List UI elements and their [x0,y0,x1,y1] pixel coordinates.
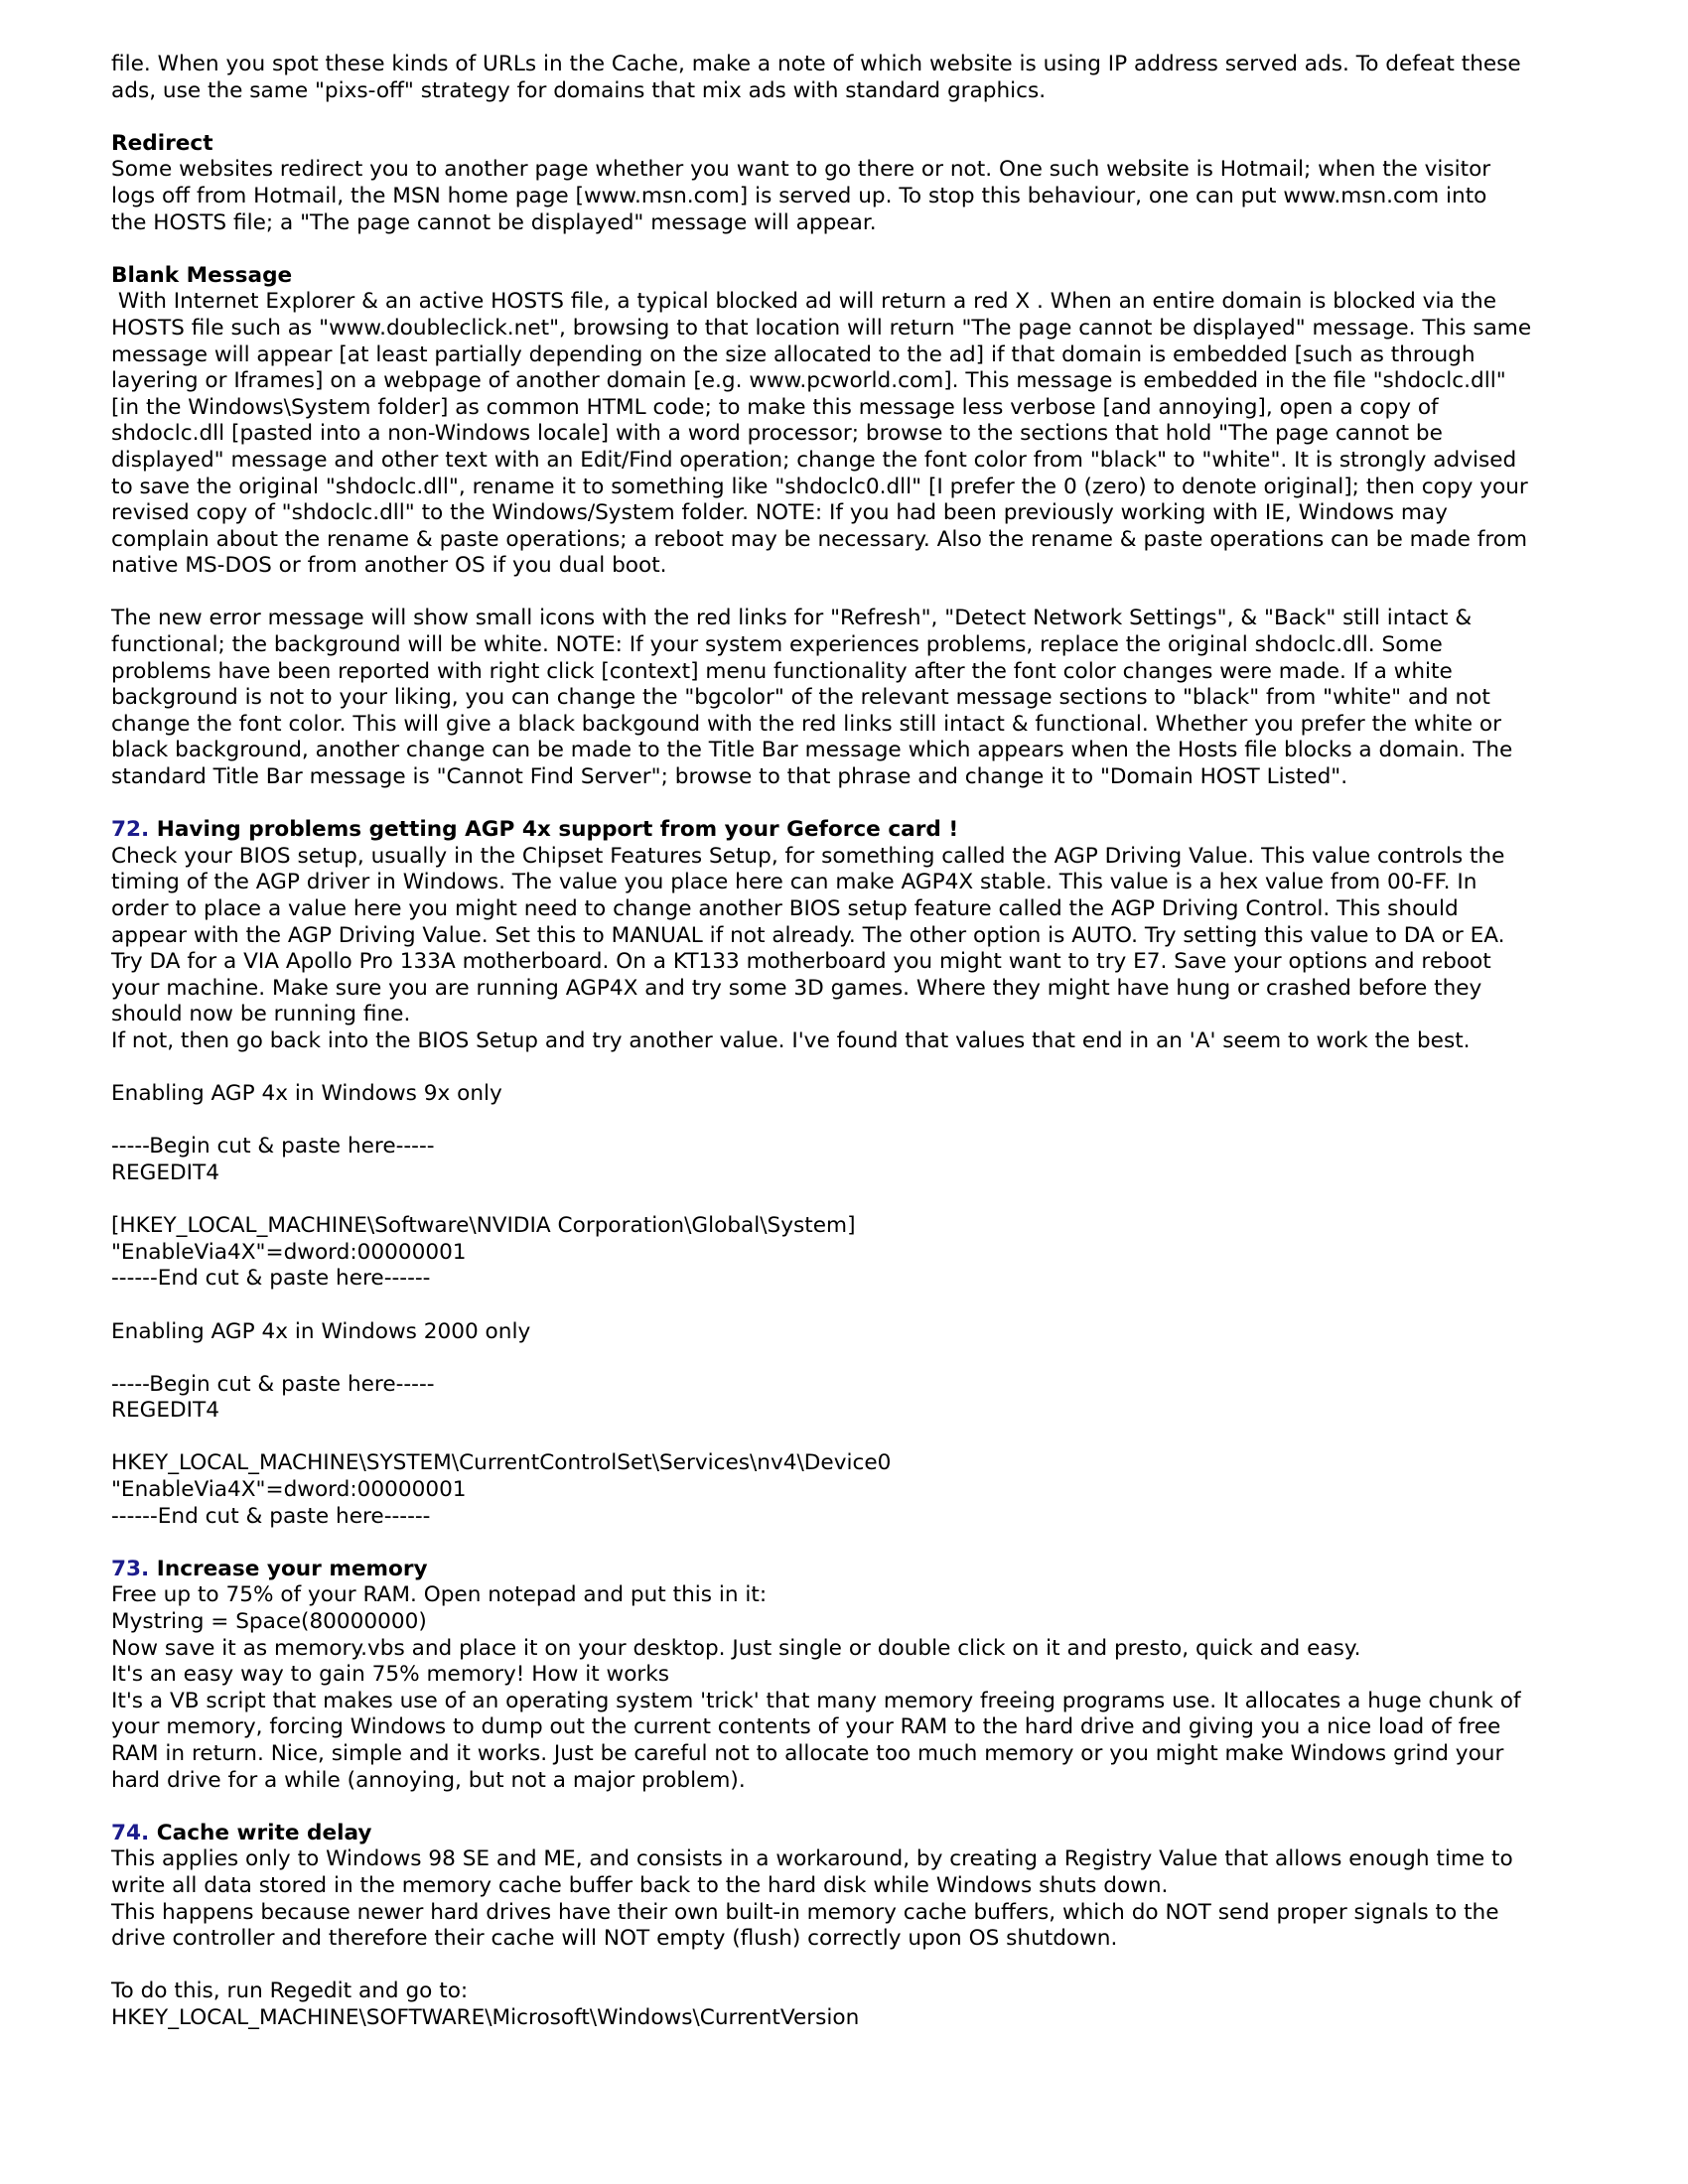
blank-message-line: black background, another change can be made to the Title Bar message which appears when the Hosts file blocks a domain. The [111,738,1513,763]
blank-message-line: displayed" message and other text with an Edit/Find operation; change the font color from "black" to "white". It is strongly advised [111,447,1517,473]
blank-message-line: background is not to your liking, you can change the "bgcolor" of the relevant message sections to "black" from "white" and not [111,685,1490,711]
redirect-line: Some websites redirect you to another page whether you want to go there or not. One such website is Hotmail; when the visitor [111,157,1491,183]
spacer [111,580,1601,607]
blank-message-line: functional; the background will be white. NOTE: If your system experiences problems, replace the original shdoclc.dll. Some [111,632,1443,658]
win9x-regedit: REGEDIT4 [111,1160,219,1185]
tip-72-heading [111,817,1601,844]
tip-number: 72. [111,817,150,843]
blank-message-line: complain about the rename & paste operations; a reboot may be necessary. Also the rename & paste operations can be made from [111,526,1527,552]
tip-73-line: Now save it as memory.vbs and place it on your desktop. Just single or double click on it and presto, quick and easy. [111,1635,1361,1661]
blank-message-line: shdoclc.dll [pasted into a non-Windows locale] with a word processor; browse to the sections that hold "The page cannot be [111,421,1443,447]
blank-message-line: The new error message will show small icons with the red links for "Refresh", "Detect Network Settings", & "Back" still intact & [111,606,1473,631]
tip-72-line: Check your BIOS setup, usually in the Chipset Features Setup, for something called the AGP Driving Value. This value controls the [111,843,1505,869]
win9x-end: ------End cut & paste here------ [111,1266,431,1292]
tip-72-line: should now be running fine. [111,1002,411,1027]
blank-message-section [111,263,1601,791]
tip-74-line: write all data stored in the memory cache buffer back to the hard disk while Windows shuts down. [111,1872,1169,1898]
tip-73-line: It's a VB script that makes use of an operating system 'trick' that many memory freeing programs use. It allocates a huge chunk of [111,1688,1521,1713]
blank-message-line: native MS-DOS or from another OS if you dual boot. [111,553,667,579]
tip-74-line: This applies only to Windows 98 SE and ME, and consists in a workaround, by creating a Registry Value that allows enough time to [111,1846,1513,1872]
blank-message-line: message will appear [at least partially depending on the size allocated to the ad] if that domain is embedded [such as through [111,341,1476,367]
blank-message-line: [in the Windows\System folder] as common HTML code; to make this message less verbose [and annoying], open a copy of [111,394,1439,420]
redirect-line: the HOSTS file; a "The page cannot be displayed" message will appear. [111,209,877,235]
win2000-end: ------End cut & paste here------ [111,1503,431,1529]
spacer [111,1293,1601,1319]
tip-73-line: RAM in return. Nice, simple and it works. Just be careful not to allocate too much memory or you might make Windows grind your [111,1741,1504,1766]
blank-message-line: standard Title Bar message is "Cannot Find Server"; browse to that phrase and change it to "Domain HOST Listed". [111,764,1348,790]
spacer [111,236,1601,263]
win2000-label: Enabling AGP 4x in Windows 2000 only [111,1318,531,1344]
win2000-regedit: REGEDIT4 [111,1398,219,1424]
spacer [111,1530,1601,1557]
blank-message-line: layering or Iframes] on a webpage of another domain [e.g. www.pcworld.com]. This message is embedded in the file "shdoclc.dll" [111,368,1506,394]
win9x-begin: -----Begin cut & paste here----- [111,1134,435,1160]
intro-section [111,52,1601,104]
spacer [111,1345,1601,1372]
blank-message-line: HOSTS file such as "www.doubleclick.net", browsing to that location will return "The page cannot be displayed" message. This same [111,315,1532,341]
spacer [111,1055,1601,1082]
tip-74-heading [111,1821,1601,1847]
document-page [111,52,1601,2032]
tip-72-section [111,817,1601,1530]
tip-73-line: Mystring = Space(80000000) [111,1609,427,1635]
tip-73-line: hard drive for a while (annoying, but not a major problem). [111,1767,746,1793]
redirect-heading: Redirect [111,130,213,156]
win2000-value: "EnableVia4X"=dword:00000001 [111,1477,467,1503]
tip-73-line: It's an easy way to gain 75% memory! How it works [111,1662,670,1688]
win9x-key: [HKEY_LOCAL_MACHINE\Software\NVIDIA Corporation\Global\System] [111,1213,856,1239]
tip-72-line: Try DA for a VIA Apollo Pro 133A motherboard. On a KT133 motherboard you might want to try E7. Save your options and reboot [111,949,1491,975]
spacer [111,1108,1601,1135]
blank-message-heading: Blank Message [111,262,293,288]
blank-message-line: change the font color. This will give a black backgound with the red links still intact & functional. Whether you prefer the white or [111,711,1501,737]
spacer [111,1953,1601,1979]
tip-title-first: I [149,1556,165,1581]
tip-72-line: your machine. Make sure you are running AGP4X and try some 3D games. Where they might have hung or crashed before they [111,975,1482,1001]
spacer [111,791,1601,818]
win2000-begin: -----Begin cut & paste here----- [111,1371,435,1397]
spacer [111,104,1601,131]
tip-title: Cache write delay [149,1820,372,1845]
tip-number: 73. [111,1556,150,1581]
tip-72-line: If not, then go back into the BIOS Setup and try another value. I've found that values that end in an 'A' seem to work the best. [111,1027,1471,1053]
tip-74-section [111,1821,1601,2032]
intro-line: file. When you spot these kinds of URLs in the Cache, make a note of which website is using IP address served ads. To defeat these [111,52,1521,76]
win9x-value: "EnableVia4X"=dword:00000001 [111,1239,467,1265]
tip-74-line: HKEY_LOCAL_MACHINE\SOFTWARE\Microsoft\Windows\CurrentVersion [111,2004,860,2030]
tip-73-line: your memory, forcing Windows to dump out the current contents of your RAM to the hard drive and giving you a nice load of free [111,1714,1501,1740]
blank-message-line: revised copy of "shdoclc.dll" to the Windows/System folder. NOTE: If you had been previously working with IE, Windows may [111,500,1448,526]
tip-73-section [111,1557,1601,1794]
intro-line: ads, use the same "pixs-off" strategy for domains that mix ads with standard graphics. [111,77,1047,103]
blank-message-line: With Internet Explorer & an active HOSTS file, a typical blocked ad will return a red X . When an entire domain is blocked via the [111,289,1496,315]
blank-message-line: problems have been reported with right click [context] menu functionality after the font color changes were made. If a white [111,658,1453,684]
spacer [111,1794,1601,1821]
tip-72-line: order to place a value here you might need to change another BIOS setup feature called the AGP Driving Control. This should [111,896,1459,921]
redirect-line: logs off from Hotmail, the MSN home page [www.msn.com] is served up. To stop this behaviour, one can put www.msn.com into [111,183,1487,208]
win2000-key: HKEY_LOCAL_MACHINE\SYSTEM\CurrentControlSet\Services\nv4\Device0 [111,1450,892,1476]
tip-74-line: This happens because newer hard drives have their own built-in memory cache buffers, which do NOT send proper signals to the [111,1899,1499,1925]
tip-73-line: Free up to 75% of your RAM. Open notepad and put this in it: [111,1582,768,1608]
tip-title: Having problems getting AGP 4x support from your Geforce card ! [149,817,959,843]
spacer [111,1187,1601,1214]
tip-number: 74. [111,1820,150,1845]
tip-72-line: appear with the AGP Driving Value. Set this to MANUAL if not already. The other option is AUTO. Try setting this value to DA or EA. [111,922,1505,948]
tip-title-rest: ncrease your memory [164,1556,428,1581]
spacer [111,1425,1601,1451]
tip-72-line: timing of the AGP driver in Windows. The value you place here can make AGP4X stable. This value is a hex value from 00-FF. In [111,870,1477,895]
tip-73-heading [111,1557,1601,1583]
redirect-section [111,131,1601,236]
blank-message-line: to save the original "shdoclc.dll", rename it to something like "shdoclc0.dll" [I prefer the 0 (zero) to denote original]; then copy your [111,474,1528,499]
win9x-label: Enabling AGP 4x in Windows 9x only [111,1081,502,1107]
tip-74-line: To do this, run Regedit and go to: [111,1979,469,2004]
tip-74-line: drive controller and therefore their cache will NOT empty (flush) correctly upon OS shutdown. [111,1926,1118,1952]
